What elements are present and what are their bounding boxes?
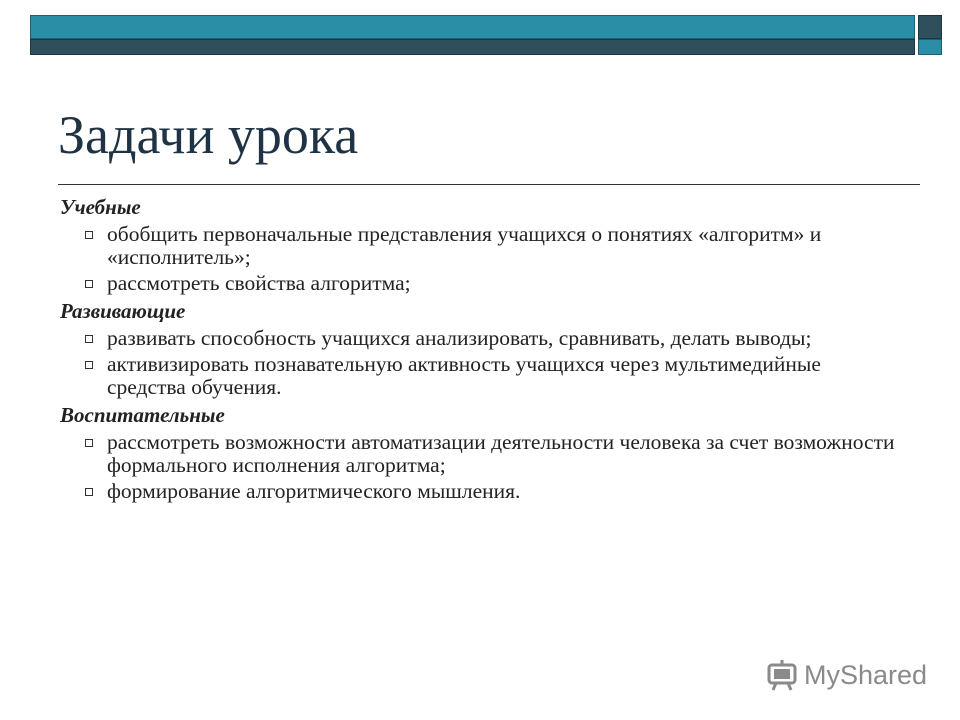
square-bullet-icon [85,280,93,288]
slide-body [60,194,900,503]
section-label: Учебные [60,195,141,219]
list-item-text: формирование алгоритмического мышления. [107,479,521,503]
list-item [60,272,900,295]
slide-title: Задачи урока [58,105,359,165]
watermark-text: MyShared [804,659,928,690]
projector-icon [766,658,800,692]
list-item [60,431,900,477]
list-item [60,327,900,350]
list-item-text: рассмотреть свойства алгоритма; [107,271,411,295]
header-square-bottom [918,39,942,55]
header-band-main [30,15,915,39]
list-item-text: активизировать познавательную активность учащихся через мультимедийные средства обучения. [107,352,821,399]
square-bullet-icon [85,361,93,369]
title-divider [58,184,920,185]
section-developmental [60,298,900,399]
watermark [766,655,927,695]
square-bullet-icon [85,439,93,447]
list-item [60,353,900,399]
header-square-top [918,15,942,39]
list-item-text: развивать способность учащихся анализировать, сравнивать, делать выводы; [107,326,812,350]
header-band-strip [30,39,915,55]
square-bullet-icon [85,488,93,496]
section-upbringing [60,402,900,503]
square-bullet-icon [85,231,93,239]
header-band [30,15,942,55]
list-item-text: рассмотреть возможности автоматизации деятельности человека за счет возможности формального исполнения алгоритма; [107,430,895,477]
section-label: Воспитательные [60,403,225,427]
section-label: Развивающие [60,299,186,323]
list-item-text: обобщить первоначальные представления учащихся о понятиях «алгоритм» и «исполнитель»; [107,222,822,269]
square-bullet-icon [85,335,93,343]
list-item [60,480,900,503]
list-item [60,223,900,269]
section-educational [60,194,900,295]
